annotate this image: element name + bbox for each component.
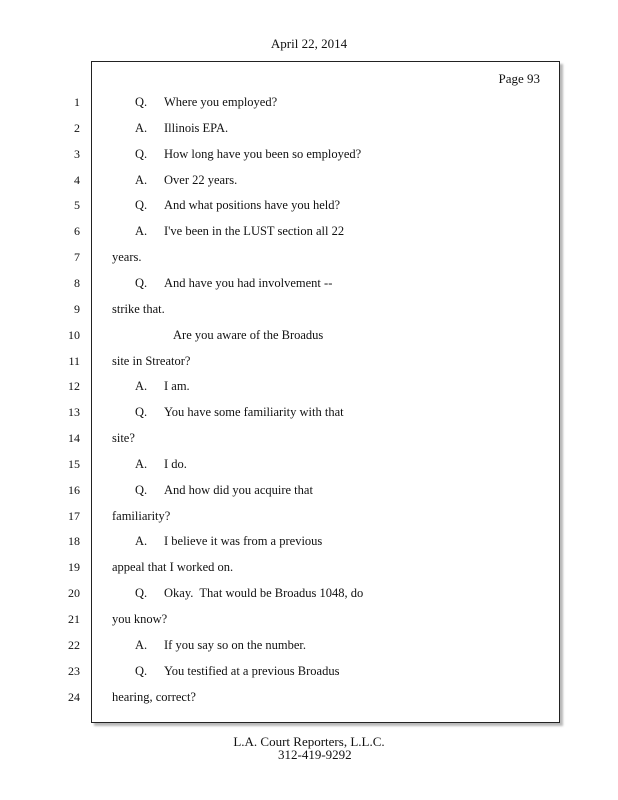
line-text: And have you had involvement --: [164, 276, 333, 290]
speaker-label: A.: [135, 121, 148, 135]
line-text: I do.: [164, 457, 187, 471]
speaker-label: Q.: [135, 147, 148, 161]
speaker-label: Q.: [135, 483, 148, 497]
line-number: 7: [74, 250, 80, 264]
line-text: I've been in the LUST section all 22: [164, 224, 345, 238]
line-number: 18: [68, 534, 80, 548]
speaker-label: A.: [135, 379, 148, 393]
line-text: Where you employed?: [164, 95, 278, 109]
line-number: 13: [68, 405, 80, 419]
line-text: hearing, correct?: [112, 690, 196, 704]
line-text: Okay. That would be Broadus 1048, do: [164, 586, 364, 600]
line-number: 11: [68, 354, 80, 368]
line-text: years.: [112, 250, 142, 264]
line-text: appeal that I worked on.: [112, 560, 234, 574]
line-number: 8: [74, 276, 80, 290]
speaker-label: Q.: [135, 198, 148, 212]
speaker-label: A.: [135, 534, 148, 548]
line-text: you know?: [112, 612, 168, 626]
line-text: And how did you acquire that: [164, 483, 313, 497]
speaker-label: Q.: [135, 405, 148, 419]
line-number: 24: [68, 690, 80, 704]
line-text: site in Streator?: [112, 354, 191, 368]
line-number: 14: [68, 431, 80, 445]
line-number: 2: [74, 121, 80, 135]
line-number: 16: [68, 483, 80, 497]
line-text: Are you aware of the Broadus: [173, 328, 324, 342]
speaker-label: Q.: [135, 664, 148, 678]
line-text: And what positions have you held?: [164, 198, 341, 212]
line-number: 17: [68, 509, 80, 523]
speaker-label: A.: [135, 173, 148, 187]
line-number: 20: [68, 586, 80, 600]
line-number: 10: [68, 328, 80, 342]
line-number: 3: [74, 147, 80, 161]
line-text: How long have you been so employed?: [164, 147, 362, 161]
line-text: If you say so on the number.: [164, 638, 306, 652]
line-number: 15: [68, 457, 80, 471]
line-text: Over 22 years.: [164, 173, 238, 187]
line-number: 6: [74, 224, 80, 238]
line-text: Illinois EPA.: [164, 121, 229, 135]
line-number: 1: [74, 95, 80, 109]
line-number: 19: [68, 560, 80, 574]
line-number: 5: [74, 198, 80, 212]
line-text: familiarity?: [112, 509, 171, 523]
speaker-label: Q.: [135, 276, 148, 290]
line-text: strike that.: [112, 302, 165, 316]
page-number: Page 93: [498, 71, 540, 86]
line-text: You have some familiarity with that: [164, 405, 344, 419]
footer-phone: 312-419-9292: [278, 747, 352, 762]
line-number: 4: [74, 173, 80, 187]
line-number: 9: [74, 302, 80, 316]
speaker-label: A.: [135, 457, 148, 471]
line-text: I am.: [164, 379, 190, 393]
line-text: site?: [112, 431, 135, 445]
speaker-label: Q.: [135, 95, 148, 109]
line-number: 21: [68, 612, 80, 626]
line-number: 12: [68, 379, 80, 393]
speaker-label: A.: [135, 638, 148, 652]
speaker-label: A.: [135, 224, 148, 238]
footer-company: L.A. Court Reporters, L.L.C.: [233, 734, 385, 749]
line-text: I believe it was from a previous: [164, 534, 323, 548]
line-text: You testified at a previous Broadus: [164, 664, 340, 678]
speaker-label: Q.: [135, 586, 148, 600]
line-number: 23: [68, 664, 80, 678]
line-number: 22: [68, 638, 80, 652]
header-date: April 22, 2014: [270, 36, 348, 51]
